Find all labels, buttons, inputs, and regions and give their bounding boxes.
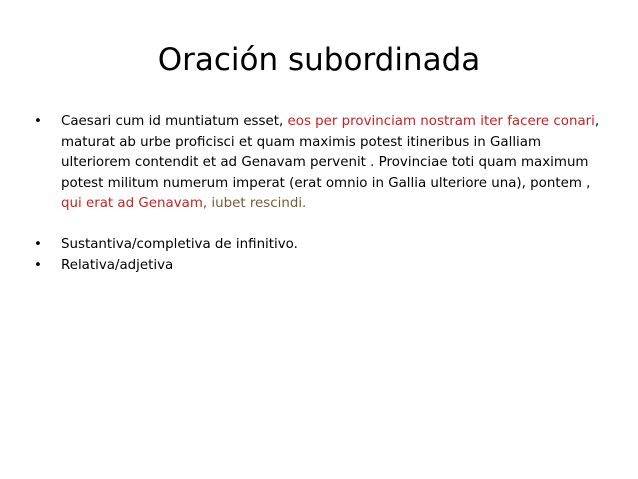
bullet-icon: • [34, 236, 42, 252]
bullet-relativa [34, 256, 614, 277]
slide-title: Oración subordinada [157, 42, 481, 78]
bullet-sustantiva-text: Sustantiva/completiva de infinitivo. [61, 236, 298, 252]
latin-text-relative-clause: qui erat ad Genavam, [61, 196, 208, 212]
bullet-icon: • [34, 257, 42, 273]
latin-text-part3: , maturat ab urbe proficisci et quam maximis potest itineribus in Galliam ulteriorem contendit et ad Genavam pervenit . Provinciae toti quam maximum potest militum numerum imperat (erat omnio in Gallia ulteriore una), pontem , [61, 114, 600, 191]
latin-text-infinitive-clause: eos per provinciam nostram iter facere conari [287, 114, 595, 129]
bullet-sustantiva [34, 235, 614, 256]
bullet-icon: • [34, 114, 42, 129]
latin-text-main-verb: iubet rescindi. [207, 196, 307, 212]
bullet-list [34, 112, 614, 276]
bullet-latin-text [34, 112, 614, 215]
bullet-relativa-text: Relativa/adjetiva [61, 257, 174, 273]
latin-text-part1: Caesari cum id muntiatum esset, [61, 114, 288, 129]
